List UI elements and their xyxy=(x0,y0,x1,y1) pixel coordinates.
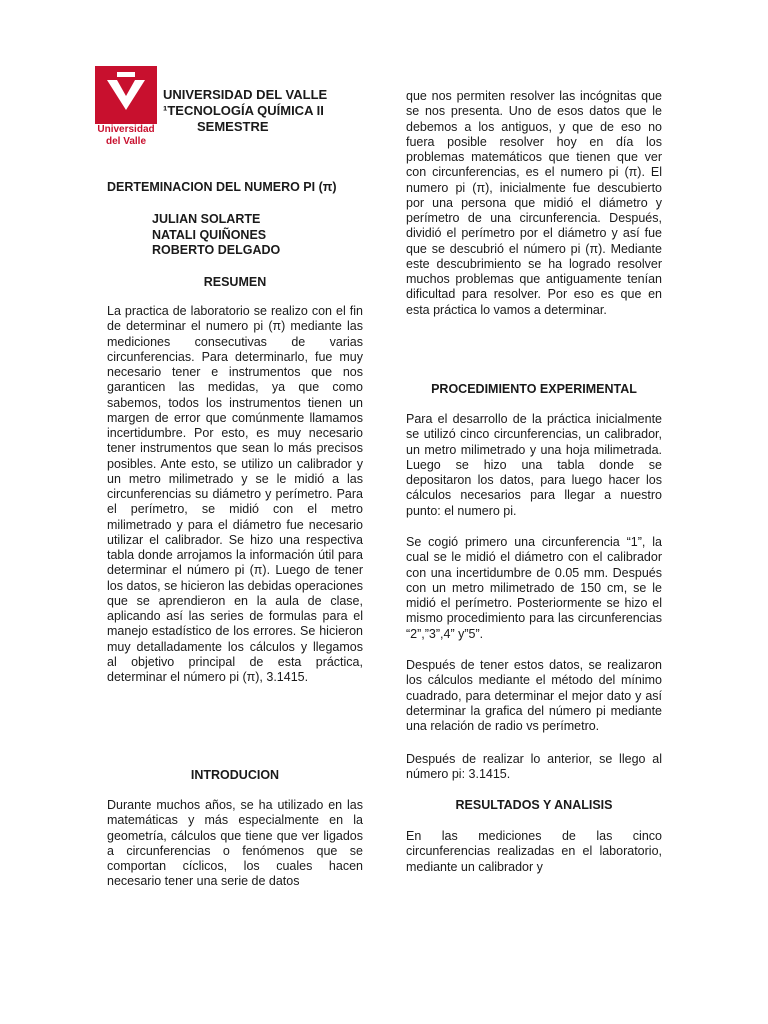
author: JULIAN SOLARTE xyxy=(152,212,261,226)
header-semester: SEMESTRE xyxy=(197,119,269,134)
section-body-introduccion-continued: que nos permiten resolver las incógnitas que se nos presenta. Uno de esos datos que le debemos a los antiguos, y que de eso no fuera posible resolver hoy en día los problemas matemáticos que tienen que ver con circunferencias, es el numero pi (π). El numero pi (π), inicialmente fue descubierto por una persona que midió el diámetro y perímetro de una circunferencia. Después, dividió el perímetro por el diámetro y así fue que se descubrió el número pi (π). Mediante este descubrimiento se ha logrado resolver muchos problemas que antiguamente tenían dificultad para resolver. Por eso es que en esta práctica lo vamos a determinar. xyxy=(406,89,662,317)
procedimiento-paragraph-4: Después de realizar lo anterior, se llego al número pi: 3.1415. xyxy=(406,752,662,782)
procedimiento-paragraph-3: Después de tener estos datos, se realizaron los cálculos mediante el método del mínimo cuadrado, para determinar el mejor dato y así determinar la grafica del número pi mediante una relación de radio vs perímetro. xyxy=(406,658,662,733)
paper-title: DERTEMINACION DEL NUMERO PI (π) xyxy=(107,180,337,194)
document-header xyxy=(163,87,327,135)
section-heading-procedimiento: PROCEDIMIENTO EXPERIMENTAL xyxy=(431,382,637,396)
procedimiento-paragraph-1: Para el desarrollo de la práctica inicialmente se utilizó cinco circunferencias, un calibrador, un metro milimetrado y una hoja milimetrada. Luego se hizo una tabla donde se depositaron los datos, para luego hacer los cálculos necesarios para llegar a nuestro punto: el numero pi. xyxy=(406,412,662,518)
section-body-introduccion: Durante muchos años, se ha utilizado en las matemáticas y más especialmente en la geometría, cálculos que tiene que ver ligados a circunferencias o fenómenos que se comportan cíclicos, los cuales hacen necesario tener una serie de datos xyxy=(107,798,363,889)
logo-text xyxy=(95,124,157,148)
university-logo xyxy=(95,66,157,148)
header-course: ¹TECNOLOGÍA QUÍMICA II xyxy=(163,103,324,118)
logo-text-line1: Universidad xyxy=(97,124,155,135)
section-body-resumen: La practica de laboratorio se realizo con el fin de determinar el numero pi (π) mediante las mediciones consecutivas de varias circunferencias. Para determinarlo, fue muy necesario tener e instrumentos que nos garanticen las medidas, ya que como sabemos, todos los instrumentos tienen un margen de error que comúnmente llamamos incertidumbre. Por esto, es muy necesario tener instrumentos que sean lo más precisos posibles. Ante esto, se utilizo un calibrador y un metro milimetrado y se le midió a las circunferencias su diámetro y perímetro. Para el perímetro, se midió con el metro milimetrado y para el diámetro fue necesario utilizar el calibrador. Se hizo una respectiva tabla donde arrojamos la información útil para determinar el número pi (π). Luego de tener los datos, se hicieron las debidas operaciones que se aprendieron en la aula de clase, aplicando así las series de formulas para el manejo estadístico de los errores. Se hicieron muy detalladamente los cálculos y llegamos al objetivo principal de esta práctica, determinar el número pi (π), 3.1415. xyxy=(107,304,363,684)
logo-text-line2: del Valle xyxy=(105,136,147,147)
section-heading-resumen: RESUMEN xyxy=(203,275,267,289)
author-list xyxy=(152,212,280,259)
header-university: UNIVERSIDAD DEL VALLE xyxy=(163,87,328,102)
university-logo-icon xyxy=(95,66,157,124)
procedimiento-paragraph-2: Se cogió primero una circunferencia “1”, la cual se le midió el diámetro con el calibrador con una incertidumbre de 0.05 mm. Después con un metro milimetrado de 150 cm, se le midió el perímetro. Posteriormente se hizo el mismo procedimiento para las circunferencias “2”,”3”,4” y”5”. xyxy=(406,535,662,641)
author: ROBERTO DELGADO xyxy=(152,243,281,257)
author: NATALI QUIÑONES xyxy=(152,227,267,242)
section-body-resultados: En las mediciones de las cinco circunferencias realizadas en el laboratorio, mediante un calibrador y xyxy=(406,829,662,874)
section-heading-introduccion: INTRODUCION xyxy=(190,768,280,782)
section-heading-resultados: RESULTADOS Y ANALISIS xyxy=(455,798,613,812)
